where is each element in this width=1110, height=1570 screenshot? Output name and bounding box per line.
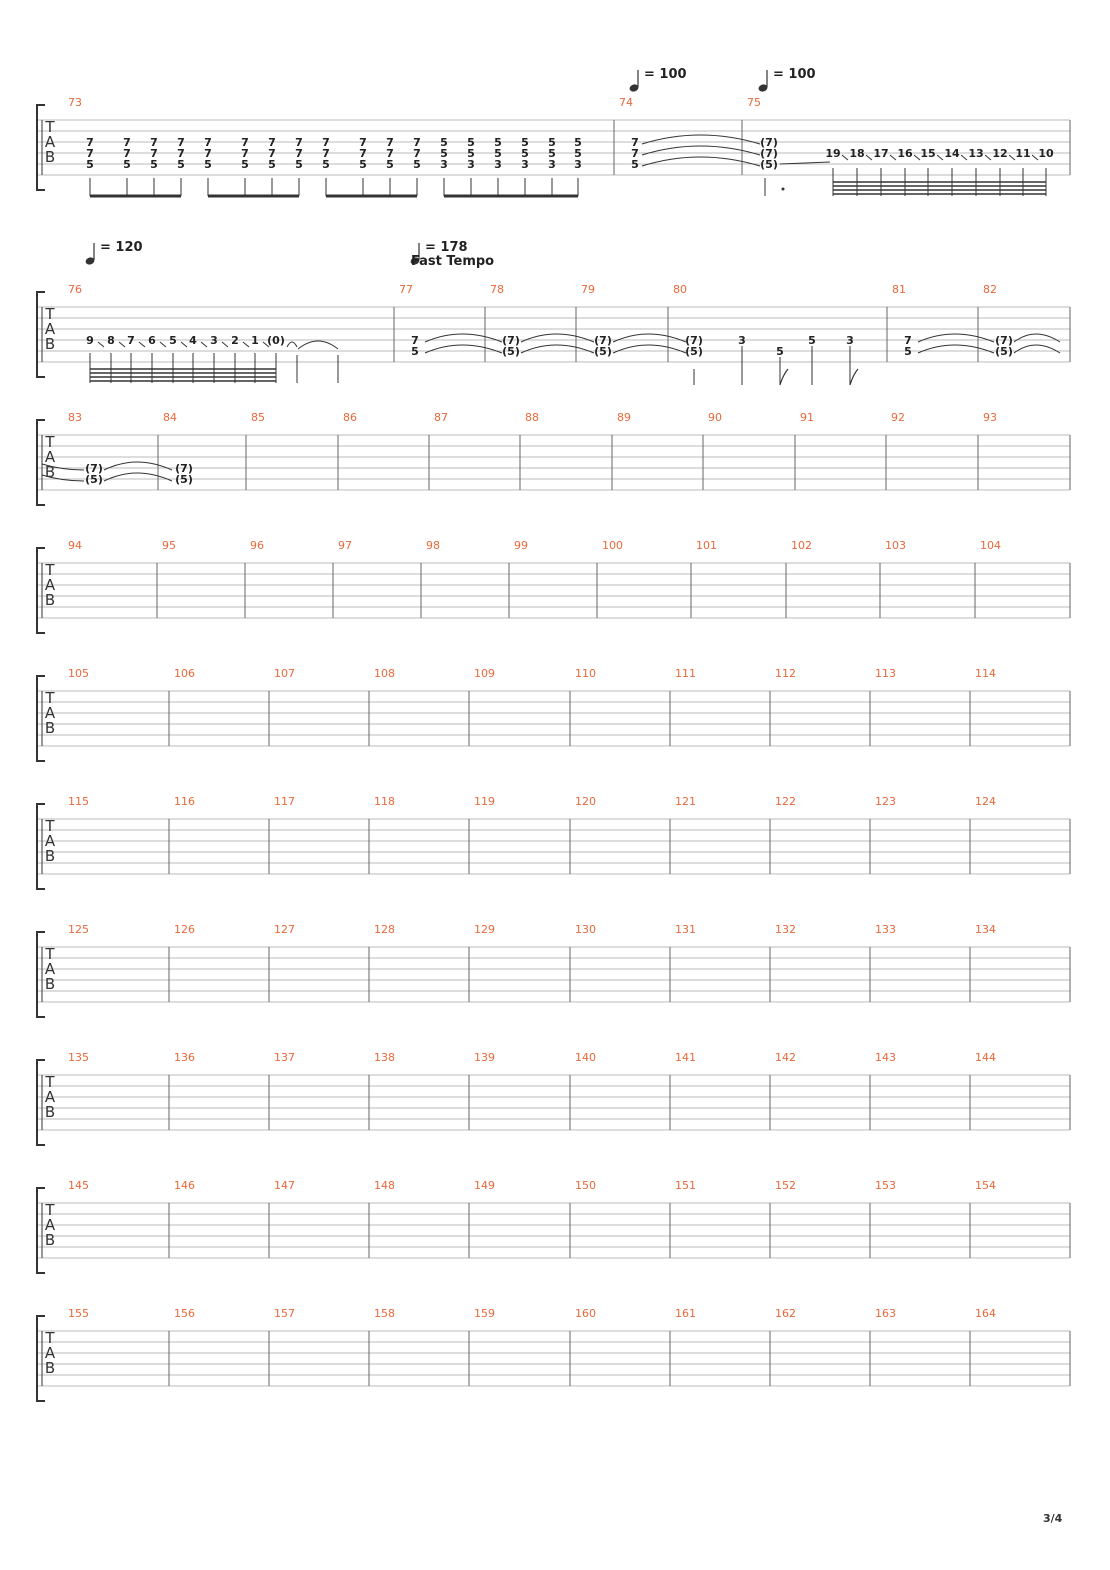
tab-clef-letter: T bbox=[45, 118, 55, 136]
fret-number: 9 bbox=[86, 334, 94, 347]
measure-number: 138 bbox=[374, 1051, 395, 1064]
tab-clef-letter: A bbox=[44, 320, 56, 338]
fret-number: 5 bbox=[440, 136, 448, 149]
fret-number: 7 bbox=[268, 147, 276, 160]
slide-mark bbox=[181, 342, 187, 347]
fret-number: 3 bbox=[210, 334, 218, 347]
tie bbox=[918, 334, 994, 342]
measure-number: 133 bbox=[875, 923, 896, 936]
system-bracket bbox=[37, 1316, 45, 1401]
measure-number: 160 bbox=[575, 1307, 596, 1320]
fret-number: 5 bbox=[386, 158, 394, 171]
fret-number: 5 bbox=[268, 158, 276, 171]
slide-mark bbox=[914, 155, 920, 160]
measure-number: 97 bbox=[338, 539, 352, 552]
fret-number: 5 bbox=[359, 158, 367, 171]
fret-number: 5 bbox=[494, 136, 502, 149]
measure-number: 144 bbox=[975, 1051, 996, 1064]
slide-mark bbox=[866, 155, 872, 160]
slide-mark bbox=[842, 155, 848, 160]
tab-clef-letter: B bbox=[44, 591, 56, 609]
fret-number: 7 bbox=[359, 136, 367, 149]
fret-number: 5 bbox=[467, 147, 475, 160]
measure-number: 162 bbox=[775, 1307, 796, 1320]
system-bracket bbox=[37, 804, 45, 889]
fret-number: 7 bbox=[359, 147, 367, 160]
measure-number: 91 bbox=[800, 411, 814, 424]
tab-clef-letter: T bbox=[45, 689, 55, 707]
tab-clef-letter: T bbox=[45, 561, 55, 579]
tie bbox=[104, 462, 172, 470]
fret-number: 7 bbox=[177, 147, 185, 160]
fret-number: 5 bbox=[631, 158, 639, 171]
fret-number: 7 bbox=[295, 136, 303, 149]
tie bbox=[613, 345, 686, 353]
fret-number: (7) bbox=[594, 334, 612, 347]
slide-mark bbox=[119, 342, 125, 347]
tab-clef-letter: B bbox=[44, 719, 56, 737]
measure-number: 127 bbox=[274, 923, 295, 936]
measure-number: 87 bbox=[434, 411, 448, 424]
fret-number: (5) bbox=[85, 473, 103, 486]
measure-number: 94 bbox=[68, 539, 82, 552]
tie bbox=[298, 341, 338, 349]
measure-number: 132 bbox=[775, 923, 796, 936]
tab-clef-letter: A bbox=[44, 448, 56, 466]
measure-number: 80 bbox=[673, 283, 687, 296]
tab-clef-letter: B bbox=[44, 847, 56, 865]
fret-number: 5 bbox=[413, 158, 421, 171]
fret-number: 7 bbox=[322, 136, 330, 149]
measure-number: 114 bbox=[975, 667, 996, 680]
slide-mark bbox=[1032, 155, 1038, 160]
measure-number: 151 bbox=[675, 1179, 696, 1192]
fret-number: 7 bbox=[127, 334, 135, 347]
measure-number: 76 bbox=[68, 283, 82, 296]
measure-number: 142 bbox=[775, 1051, 796, 1064]
tab-clef-letter: A bbox=[44, 1216, 56, 1234]
tab-clef-letter: B bbox=[44, 1231, 56, 1249]
tie bbox=[1014, 345, 1060, 353]
tie bbox=[613, 334, 686, 342]
fret-number: (5) bbox=[594, 345, 612, 358]
fret-number: 7 bbox=[123, 147, 131, 160]
fret-number: 5 bbox=[86, 158, 94, 171]
fret-number: (7) bbox=[85, 462, 103, 475]
measure-number: 108 bbox=[374, 667, 395, 680]
fret-number: 7 bbox=[386, 136, 394, 149]
fret-number: (7) bbox=[760, 136, 778, 149]
fret-number: 5 bbox=[322, 158, 330, 171]
system-bracket bbox=[37, 932, 45, 1017]
tab-clef-letter: A bbox=[44, 1088, 56, 1106]
measure-number: 104 bbox=[980, 539, 1001, 552]
measure-number: 163 bbox=[875, 1307, 896, 1320]
measure-number: 122 bbox=[775, 795, 796, 808]
system-bracket bbox=[37, 105, 45, 190]
fret-number: 11 bbox=[1015, 147, 1031, 160]
fret-number: 5 bbox=[548, 136, 556, 149]
tab-clef-letter: T bbox=[45, 1329, 55, 1347]
fret-number: 5 bbox=[548, 147, 556, 160]
fret-number: 3 bbox=[467, 158, 475, 171]
slide-mark bbox=[937, 155, 943, 160]
tab-clef-letter: T bbox=[45, 1201, 55, 1219]
measure-number: 75 bbox=[747, 96, 761, 109]
fret-number: 5 bbox=[150, 158, 158, 171]
fret-number: 7 bbox=[241, 147, 249, 160]
system-bracket bbox=[37, 1060, 45, 1145]
measure-number: 88 bbox=[525, 411, 539, 424]
tab-clef-letter: T bbox=[45, 305, 55, 323]
slide-mark bbox=[243, 342, 249, 347]
measure-number: 156 bbox=[174, 1307, 195, 1320]
measure-number: 109 bbox=[474, 667, 495, 680]
measure-number: 99 bbox=[514, 539, 528, 552]
measure-number: 106 bbox=[174, 667, 195, 680]
measure-number: 134 bbox=[975, 923, 996, 936]
fret-number: (7) bbox=[760, 147, 778, 160]
measure-number: 125 bbox=[68, 923, 89, 936]
fret-number: 3 bbox=[574, 158, 582, 171]
measure-number: 126 bbox=[174, 923, 195, 936]
measure-number: 73 bbox=[68, 96, 82, 109]
measure-number: 135 bbox=[68, 1051, 89, 1064]
fret-number: 5 bbox=[467, 136, 475, 149]
tie bbox=[104, 473, 172, 481]
tempo-marking: = 120 bbox=[100, 240, 143, 255]
measure-number: 119 bbox=[474, 795, 495, 808]
measure-number: 101 bbox=[696, 539, 717, 552]
measure-number: 105 bbox=[68, 667, 89, 680]
measure-number: 141 bbox=[675, 1051, 696, 1064]
measure-number: 153 bbox=[875, 1179, 896, 1192]
measure-number: 100 bbox=[602, 539, 623, 552]
measure-number: 83 bbox=[68, 411, 82, 424]
fret-number: 14 bbox=[944, 147, 960, 160]
fret-number: 5 bbox=[776, 345, 784, 358]
measure-number: 84 bbox=[163, 411, 177, 424]
fret-number: 7 bbox=[386, 147, 394, 160]
fret-number: 5 bbox=[177, 158, 185, 171]
fret-number: 2 bbox=[231, 334, 239, 347]
fret-number: 7 bbox=[904, 334, 912, 347]
fret-number: 7 bbox=[295, 147, 303, 160]
fret-number: 15 bbox=[920, 147, 936, 160]
note-flag bbox=[850, 369, 858, 385]
measure-number: 116 bbox=[174, 795, 195, 808]
measure-number: 121 bbox=[675, 795, 696, 808]
slide-mark bbox=[890, 155, 896, 160]
fret-number: 5 bbox=[204, 158, 212, 171]
fret-number: 1 bbox=[251, 334, 259, 347]
fret-number: (7) bbox=[175, 462, 193, 475]
fret-number: 5 bbox=[440, 147, 448, 160]
tab-clef-letter: B bbox=[44, 1359, 56, 1377]
fret-number: 17 bbox=[873, 147, 889, 160]
fret-number: 8 bbox=[107, 334, 115, 347]
note-flag bbox=[780, 369, 788, 385]
fret-number: 7 bbox=[86, 136, 94, 149]
text-marking: Fast Tempo bbox=[411, 254, 495, 269]
measure-number: 85 bbox=[251, 411, 265, 424]
measure-number: 137 bbox=[274, 1051, 295, 1064]
measure-number: 154 bbox=[975, 1179, 996, 1192]
tab-clef-letter: B bbox=[44, 335, 56, 353]
fret-number: (0) bbox=[267, 334, 285, 347]
fret-number: 3 bbox=[548, 158, 556, 171]
measure-number: 155 bbox=[68, 1307, 89, 1320]
measure-number: 110 bbox=[575, 667, 596, 680]
measure-number: 147 bbox=[274, 1179, 295, 1192]
measure-number: 157 bbox=[274, 1307, 295, 1320]
slide-mark bbox=[961, 155, 967, 160]
measure-number: 74 bbox=[619, 96, 633, 109]
system-bracket bbox=[37, 1188, 45, 1273]
fret-number: 16 bbox=[897, 147, 913, 160]
fret-number: 5 bbox=[295, 158, 303, 171]
measure-number: 107 bbox=[274, 667, 295, 680]
fret-number: 7 bbox=[631, 136, 639, 149]
tie bbox=[425, 345, 502, 353]
tab-clef-letter: A bbox=[44, 832, 56, 850]
measure-number: 103 bbox=[885, 539, 906, 552]
fret-number: 5 bbox=[521, 147, 529, 160]
fret-number: 5 bbox=[169, 334, 177, 347]
measure-number: 93 bbox=[983, 411, 997, 424]
fret-number: 7 bbox=[150, 136, 158, 149]
fret-number: 7 bbox=[150, 147, 158, 160]
fret-number: 13 bbox=[968, 147, 984, 160]
fret-number: 7 bbox=[411, 334, 419, 347]
measure-number: 120 bbox=[575, 795, 596, 808]
measure-number: 131 bbox=[675, 923, 696, 936]
measure-number: 89 bbox=[617, 411, 631, 424]
tie bbox=[918, 345, 994, 353]
slide-mark bbox=[98, 342, 104, 347]
fret-number: 5 bbox=[241, 158, 249, 171]
measure-number: 136 bbox=[174, 1051, 195, 1064]
measure-number: 152 bbox=[775, 1179, 796, 1192]
fret-number: 7 bbox=[413, 136, 421, 149]
tab-clef-letter: T bbox=[45, 817, 55, 835]
measure-number: 77 bbox=[399, 283, 413, 296]
measure-number: 148 bbox=[374, 1179, 395, 1192]
fret-number: 6 bbox=[148, 334, 156, 347]
tie bbox=[521, 345, 594, 353]
measure-number: 150 bbox=[575, 1179, 596, 1192]
measure-number: 90 bbox=[708, 411, 722, 424]
measure-number: 117 bbox=[274, 795, 295, 808]
fret-number: (5) bbox=[995, 345, 1013, 358]
page-number: 3/4 bbox=[1043, 1512, 1063, 1525]
fret-number: 5 bbox=[904, 345, 912, 358]
fret-number: (7) bbox=[685, 334, 703, 347]
measure-number: 130 bbox=[575, 923, 596, 936]
tab-clef-letter: B bbox=[44, 975, 56, 993]
slide-mark bbox=[139, 342, 145, 347]
fret-number: 3 bbox=[846, 334, 854, 347]
tie bbox=[1014, 334, 1060, 342]
dot-mark bbox=[782, 188, 785, 191]
tab-clef-letter: A bbox=[44, 960, 56, 978]
fret-number: 7 bbox=[204, 147, 212, 160]
measure-number: 96 bbox=[250, 539, 264, 552]
fret-number: 3 bbox=[521, 158, 529, 171]
fret-number: 7 bbox=[268, 136, 276, 149]
fret-number: 5 bbox=[411, 345, 419, 358]
measure-number: 124 bbox=[975, 795, 996, 808]
tempo-marking: = 100 bbox=[644, 67, 687, 82]
fret-number: 7 bbox=[322, 147, 330, 160]
fret-number: (5) bbox=[502, 345, 520, 358]
measure-number: 145 bbox=[68, 1179, 89, 1192]
fermata-icon bbox=[287, 342, 297, 347]
tie bbox=[425, 334, 502, 342]
measure-number: 139 bbox=[474, 1051, 495, 1064]
measure-number: 146 bbox=[174, 1179, 195, 1192]
fret-number: 7 bbox=[413, 147, 421, 160]
tab-clef-letter: B bbox=[44, 1103, 56, 1121]
fret-number: 3 bbox=[494, 158, 502, 171]
fret-number: 5 bbox=[521, 136, 529, 149]
measure-number: 92 bbox=[891, 411, 905, 424]
slide-mark bbox=[985, 155, 991, 160]
tab-clef-letter: T bbox=[45, 1073, 55, 1091]
measure-number: 112 bbox=[775, 667, 796, 680]
measure-number: 115 bbox=[68, 795, 89, 808]
measure-number: 113 bbox=[875, 667, 896, 680]
tab-clef-letter: T bbox=[45, 945, 55, 963]
measure-number: 81 bbox=[892, 283, 906, 296]
fret-number: 7 bbox=[204, 136, 212, 149]
fret-number: 18 bbox=[849, 147, 865, 160]
measure-number: 149 bbox=[474, 1179, 495, 1192]
fret-number: 7 bbox=[241, 136, 249, 149]
tempo-marking: = 178 bbox=[425, 240, 468, 255]
measure-number: 159 bbox=[474, 1307, 495, 1320]
tie bbox=[521, 334, 594, 342]
fret-number: 10 bbox=[1038, 147, 1054, 160]
fret-number: 5 bbox=[574, 136, 582, 149]
fret-number: 5 bbox=[808, 334, 816, 347]
fret-number: 5 bbox=[574, 147, 582, 160]
system-bracket bbox=[37, 420, 45, 505]
measure-number: 140 bbox=[575, 1051, 596, 1064]
measure-number: 79 bbox=[581, 283, 595, 296]
fret-number: 3 bbox=[738, 334, 746, 347]
fret-number: 7 bbox=[123, 136, 131, 149]
tab-clef-letter: B bbox=[44, 463, 56, 481]
tab-clef-letter: A bbox=[44, 133, 56, 151]
measure-number: 111 bbox=[675, 667, 696, 680]
measure-number: 102 bbox=[791, 539, 812, 552]
measure-number: 78 bbox=[490, 283, 504, 296]
measure-number: 161 bbox=[675, 1307, 696, 1320]
tab-clef-letter: A bbox=[44, 576, 56, 594]
tab-clef-letter: T bbox=[45, 433, 55, 451]
slide-mark bbox=[222, 342, 228, 347]
measure-number: 86 bbox=[343, 411, 357, 424]
fret-number: 12 bbox=[992, 147, 1008, 160]
slide-mark bbox=[201, 342, 207, 347]
fret-number: 19 bbox=[825, 147, 841, 160]
fret-number: (5) bbox=[685, 345, 703, 358]
system-bracket bbox=[37, 548, 45, 633]
measure-number: 95 bbox=[162, 539, 176, 552]
measure-number: 158 bbox=[374, 1307, 395, 1320]
measure-number: 128 bbox=[374, 923, 395, 936]
system-bracket bbox=[37, 676, 45, 761]
fret-number: (5) bbox=[175, 473, 193, 486]
measure-number: 118 bbox=[374, 795, 395, 808]
fret-number: (7) bbox=[502, 334, 520, 347]
fret-number: 7 bbox=[631, 147, 639, 160]
measure-number: 82 bbox=[983, 283, 997, 296]
slide-mark bbox=[160, 342, 166, 347]
fret-number: (7) bbox=[995, 334, 1013, 347]
system-bracket bbox=[37, 292, 45, 377]
fret-number: 3 bbox=[440, 158, 448, 171]
measure-number: 164 bbox=[975, 1307, 996, 1320]
tab-clef-letter: A bbox=[44, 1344, 56, 1362]
fret-number: 5 bbox=[494, 147, 502, 160]
fret-number: (5) bbox=[760, 158, 778, 171]
fret-number: 5 bbox=[123, 158, 131, 171]
tempo-marking: = 100 bbox=[773, 67, 816, 82]
fret-number: 7 bbox=[177, 136, 185, 149]
fret-number: 7 bbox=[86, 147, 94, 160]
measure-number: 123 bbox=[875, 795, 896, 808]
tab-clef-letter: A bbox=[44, 704, 56, 722]
measure-number: 98 bbox=[426, 539, 440, 552]
measure-number: 143 bbox=[875, 1051, 896, 1064]
slide-mark bbox=[1009, 155, 1015, 160]
measure-number: 129 bbox=[474, 923, 495, 936]
fret-number: 4 bbox=[189, 334, 197, 347]
tab-clef-letter: B bbox=[44, 148, 56, 166]
